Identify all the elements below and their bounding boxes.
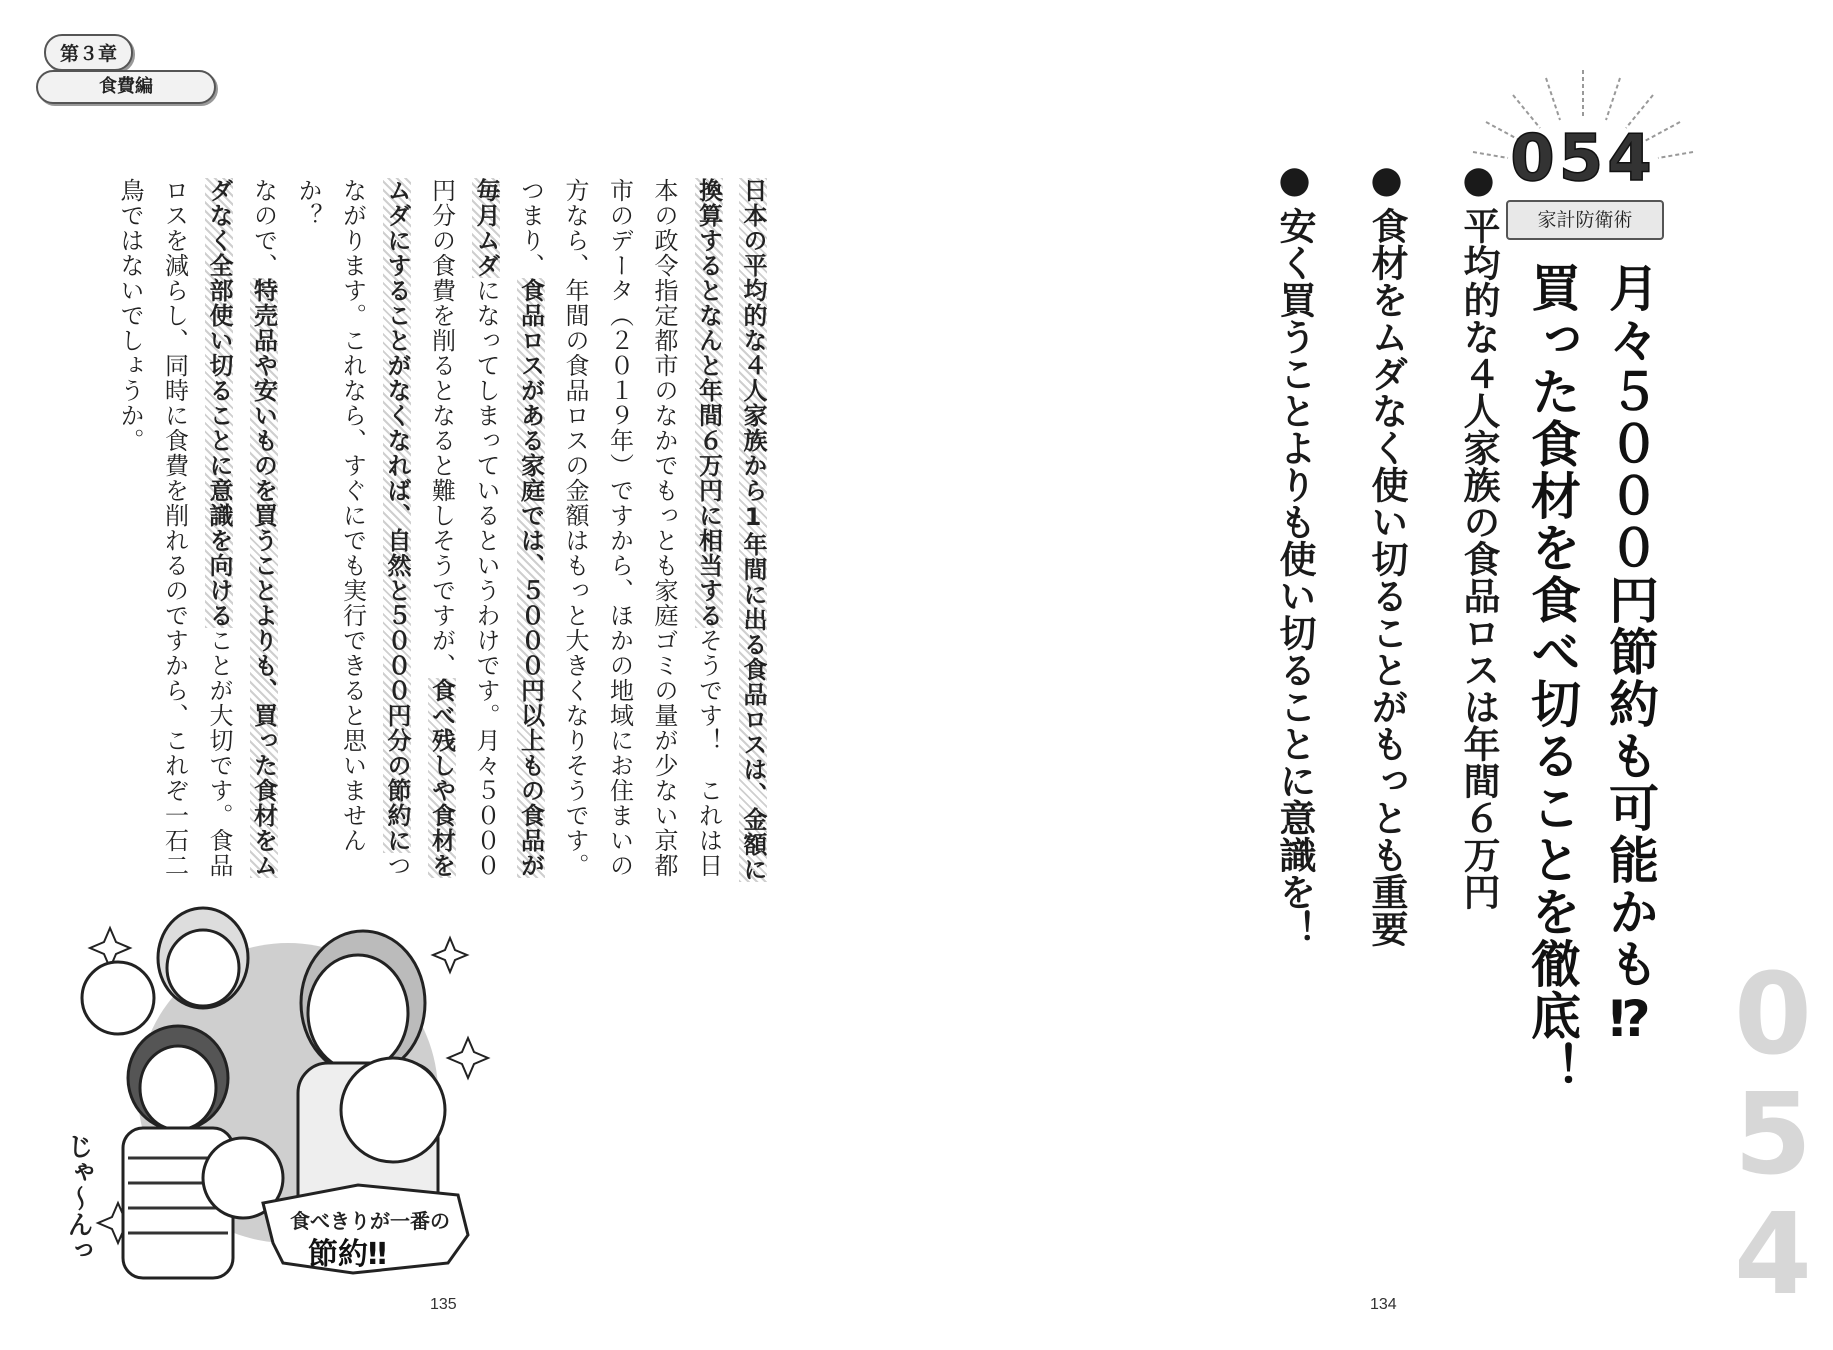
point-item: ●平均的な４人家族の食品ロスは年間６万円 <box>1457 158 1500 910</box>
decorative-digit: 4 <box>1734 1190 1812 1320</box>
highlighted-text: 特売品や安いものを買うことよりも、買った食材をムダなく全部使い切ることに意識を向ける <box>205 178 278 878</box>
speech-text-large: 節約‼ <box>308 1237 387 1272</box>
highlighted-text: 日本の平均的な４人家族から1年間に出る食品ロスは、金額に換算するとなんと年間６万円に相当する <box>694 178 767 882</box>
body-text-run: そうです！ これは日本の政令指定都市のなかでもっとも家庭ゴミの量が少ない京都市のデータ（２０１９年）ですから、ほかの地域にお住まいの方なら、年間の食品ロスの金額はもっと大きくなりそうです。 <box>561 178 723 878</box>
bullet-icon: ● <box>1457 158 1500 201</box>
tip-number: 054 <box>1510 122 1656 196</box>
decorative-tip-number <box>1718 950 1828 1320</box>
point-item: ●安く買うことよりも使い切ることに意識を！ <box>1273 158 1316 947</box>
paragraph <box>553 178 776 893</box>
bullet-icon: ● <box>1273 158 1316 201</box>
title-line-2: 買った食材を食べ切ることを徹底！ <box>1523 262 1581 1094</box>
bullet-icon: ● <box>1365 158 1408 201</box>
decorative-digit: 0 <box>1734 950 1812 1080</box>
body-text-run: つながります。これなら、すぐにでも実行できると思いませんか？ <box>294 178 411 878</box>
body-text-run: ことが大切です。食品ロスを減らし、同時に食費を削れるのですから、これぞ一石二鳥ではないでしょうか。 <box>116 178 233 878</box>
page-number-left: 135 <box>430 1296 457 1313</box>
page-title <box>1599 262 1661 1122</box>
body-text-run: つまり、 <box>516 178 545 278</box>
paragraph <box>286 178 553 893</box>
title-line-1: 月々５０００円節約も可能かも⁉ <box>1601 262 1659 1050</box>
decorative-digit: 5 <box>1734 1070 1812 1200</box>
family-plates-illustration <box>58 888 498 1283</box>
chapter-name: 食費編 <box>36 70 216 104</box>
sound-effect-text: じゃ〜んっ <box>63 1133 93 1263</box>
page-title-line-2 <box>1521 262 1583 1122</box>
tip-category-label: 家計防衛術 <box>1506 200 1664 240</box>
point-item: ●食材をムダなく使い切ることがもっとも重要 <box>1365 158 1408 947</box>
highlighted-text: 食品ロスがある家庭では、５０００円以上もの食品が毎月ムダ <box>472 178 545 878</box>
paragraph <box>108 178 286 893</box>
body-text-run: なので、 <box>249 178 278 278</box>
body-text <box>108 178 776 893</box>
speech-text: 食べきりが一番の <box>290 1209 450 1233</box>
page-number-right: 134 <box>1370 1296 1397 1313</box>
key-points <box>1227 158 1503 1018</box>
chapter-tab <box>36 34 226 104</box>
chapter-number: 第３章 <box>44 34 133 71</box>
highlighted-text: 食べ残しや食材をムダにすることがなくなれば、自然と５０００円分の節約に <box>383 178 456 878</box>
body-text-run: になってしまっているというわけです。月々５０００円分の食費を削るとなると難しそうですが、 <box>427 178 500 878</box>
